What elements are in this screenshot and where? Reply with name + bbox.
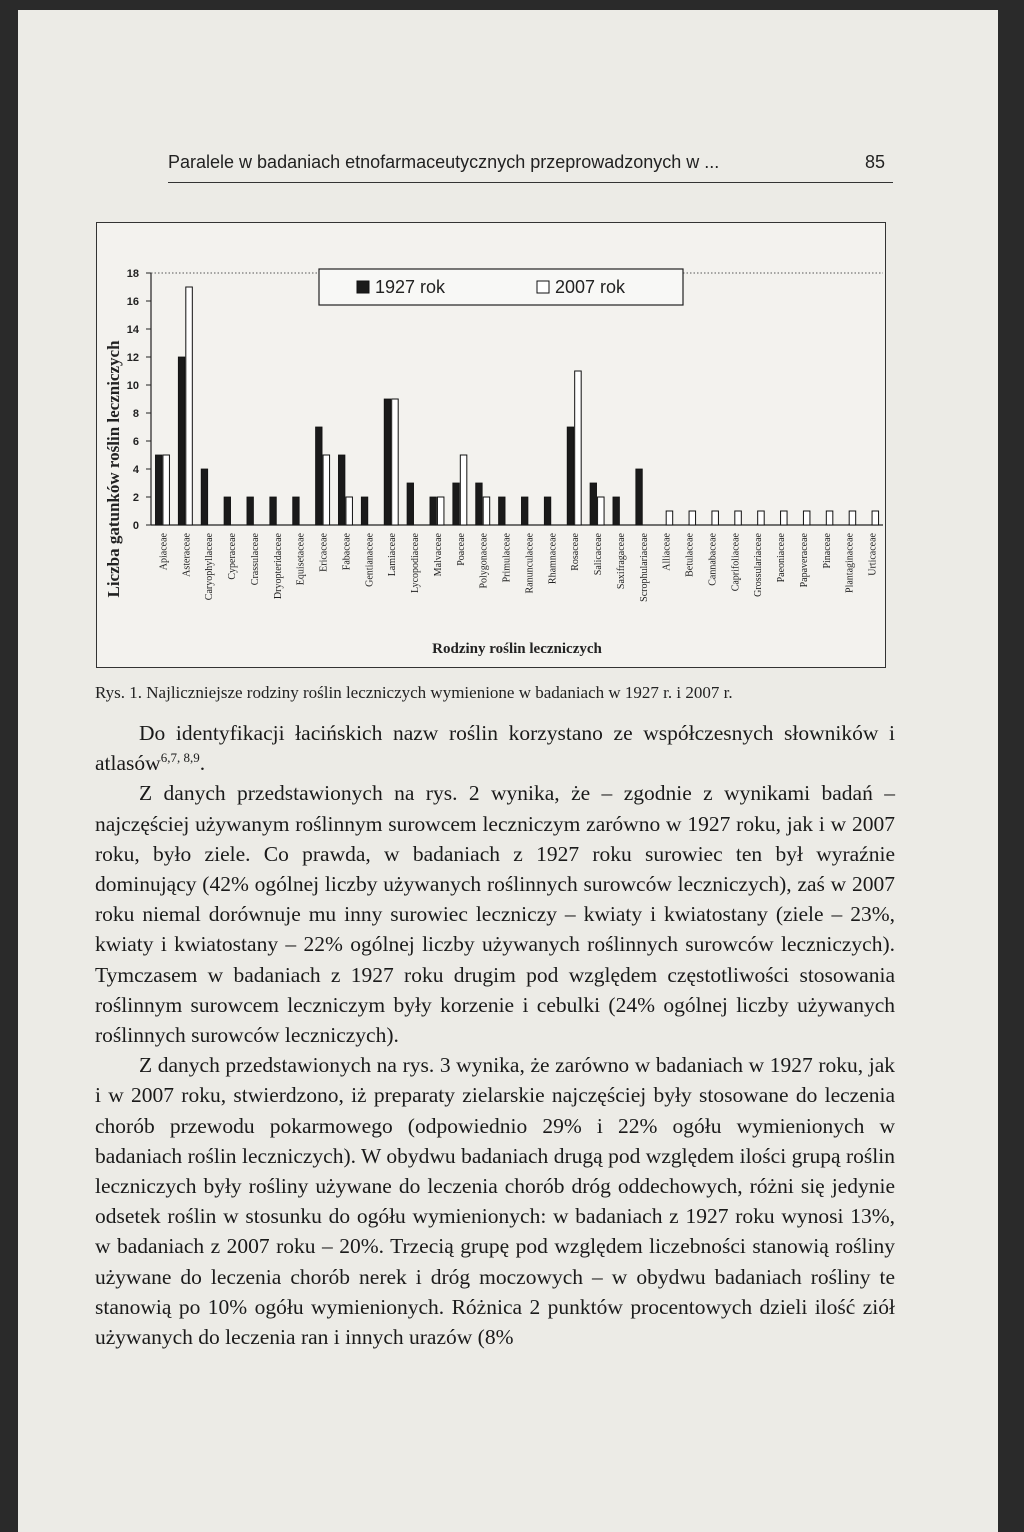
category-label: Malvaceae <box>432 533 444 577</box>
page-number: 85 <box>864 152 885 172</box>
bar-2007-caprifoliaceae <box>735 511 742 525</box>
running-header <box>168 152 893 183</box>
legend-swatch-1927 <box>357 281 369 293</box>
bar-1927-cyperaceae <box>224 497 231 525</box>
category-label: Asteraceae <box>181 533 193 577</box>
y-tick-label: 2 <box>132 492 139 504</box>
category-label: Ranunculaceae <box>524 533 536 594</box>
bar-1927-salicaceae <box>590 483 597 525</box>
legend-label-2007: 2007 rok <box>555 277 626 297</box>
category-label: Cannabaceae <box>707 533 719 586</box>
bar-2007-fabaceae <box>346 497 353 525</box>
category-label: Rhamnaceae <box>547 533 559 585</box>
paragraph-1-end: . <box>199 751 206 776</box>
category-label: Rosaceae <box>570 533 582 571</box>
header-title: Paralele w badaniach etnofarmaceutycznych przeprowadzonych w ... <box>168 152 720 172</box>
y-tick-label: 14 <box>126 324 139 336</box>
bar-2007-plantaginaceae <box>849 511 856 525</box>
bar-2007-asteraceae <box>186 287 193 525</box>
bar-1927-crassulaceae <box>247 497 254 525</box>
category-label: Lycopodiaceae <box>410 533 422 593</box>
bar-1927-gentianaceae <box>361 497 368 525</box>
bar-1927-asteraceae <box>178 357 185 525</box>
bar-1927-rhamnaceae <box>544 497 551 525</box>
bar-1927-equisetaceae <box>293 497 300 525</box>
category-label: Gentianaceae <box>364 533 376 587</box>
bar-2007-ericaceae <box>323 455 330 525</box>
legend-swatch-2007 <box>537 281 549 293</box>
category-label: Grossulariaceae <box>753 533 765 597</box>
figure-bar-chart <box>96 222 886 668</box>
bar-2007-papaveraceae <box>803 511 810 525</box>
legend-box <box>319 269 683 305</box>
bar-2007-malvaceae <box>437 497 444 525</box>
bar-2007-betulaceae <box>689 511 696 525</box>
body-text <box>95 718 895 1352</box>
legend-label-1927: 1927 rok <box>375 277 446 297</box>
category-label: Scrophulariaceae <box>638 533 650 602</box>
bar-1927-caryophyllaceae <box>201 469 208 525</box>
category-label: Salicaceae <box>593 533 605 576</box>
y-tick-label: 8 <box>132 408 139 420</box>
y-tick-label: 6 <box>132 436 139 448</box>
paragraph-1-text: Do identyfikacji łacińskich nazw roślin korzystano ze współczesnych słowników i atlasów <box>95 721 895 776</box>
category-label: Alliaceae <box>661 533 673 571</box>
category-label: Equisetaceae <box>295 533 307 586</box>
paragraph-1 <box>95 718 895 778</box>
figure-caption: Rys. 1. Najliczniejsze rodziny roślin leczniczych wymienione w badaniach w 1927 r. i 2007 r. <box>95 683 733 702</box>
bar-1927-ericaceae <box>316 427 323 525</box>
bar-1927-saxifragaceae <box>613 497 620 525</box>
category-label: Cyperaceae <box>227 533 239 580</box>
category-label: Caprifoliaceae <box>730 533 742 592</box>
category-label: Betulaceae <box>684 533 696 577</box>
category-label: Polygonaceae <box>478 533 490 589</box>
y-tick-label: 16 <box>126 296 139 308</box>
bar-2007-alliaceae <box>666 511 673 525</box>
category-label: Lamiaceae <box>387 533 399 577</box>
category-label: Ericaceae <box>318 533 330 572</box>
category-label: Saxifragaceae <box>615 533 627 590</box>
bar-2007-pinaceae <box>826 511 833 525</box>
citation-superscript: 6,7, 8,9 <box>160 750 200 766</box>
category-label: Primulaceae <box>501 533 513 583</box>
bar-1927-poaceae <box>453 483 460 525</box>
bar-1927-polygonaceae <box>476 483 483 525</box>
bar-2007-poaceae <box>460 455 467 525</box>
bar-1927-ranunculaceae <box>521 497 528 525</box>
paragraph-3: Z danych przedstawionych na rys. 3 wynika, że zarówno w badaniach w 1927 roku, jak i w 2007 roku, stwierdzono, iż preparaty zielarskie najczęściej były stosowane do leczenia chorób przewodu pokarmowego (odpowiednio 29% i 22% ogółu wymienionych w badaniach roślin leczniczych). W obydwu badaniach drugą pod względem ilości grupą roślin leczniczych były rośliny używane do leczenia chorób dróg oddechowych, różni się jedynie odsetek roślin w stosunku do ogółu wymienionych: w badaniach z 1927 roku wynosi 13%, w badaniach z 2007 roku – 20%. Trzecią grupę pod względem liczebności stanowią rośliny używane do leczenia chorób nerek i dróg moczowych – w obydwu badaniach rośliny te stanowią po 10% ogółu wymienionych. Różnica 2 punktów procentowych dzieli ilość ziół używanych do leczenia ran i innych urazów (8% <box>95 1053 895 1350</box>
y-tick-label: 10 <box>126 380 139 392</box>
bar-2007-apiaceae <box>163 455 170 525</box>
bar-1927-apiaceae <box>155 455 162 525</box>
category-label: Urticaceae <box>867 533 879 576</box>
bar-2007-lamiaceae <box>392 399 399 525</box>
paragraph-2: Z danych przedstawionych na rys. 2 wynika, że – zgodnie z wynikami badań – najczęściej używanym roślinnym surowcem leczniczym zarówno w 1927 roku, jak i w 2007 roku, było ziele. Co prawda, w badaniach z 1927 roku surowiec ten był wyraźnie dominujący (42% ogólnej liczby używanych roślinnych surowców leczniczych), zaś w 2007 roku niemal dorównuje mu inny surowiec leczniczy – kwiaty i kwiatostany (ziele – 23%, kwiaty i kwiatostany – 22% ogólnej liczby używanych roślinnych surowców leczniczych). Tymczasem w badaniach z 1927 roku drugim pod względem częstotliwości stosowania roślinnym surowcem leczniczym były korzenie i cebulki (24% ogólnej liczby używanych roślinnych surowców leczniczych). <box>95 781 895 1048</box>
category-label: Fabaceae <box>341 533 353 571</box>
bar-1927-primulaceae <box>499 497 506 525</box>
bar-1927-rosaceae <box>567 427 574 525</box>
y-tick-label: 0 <box>132 520 139 532</box>
category-label: Paeoniaceae <box>776 533 788 583</box>
y-tick-label: 4 <box>132 464 139 476</box>
bar-2007-polygonaceae <box>483 497 490 525</box>
category-label: Dryopteridaceae <box>272 533 284 600</box>
category-label: Apiaceae <box>158 533 170 571</box>
y-tick-label: 12 <box>126 352 139 364</box>
bar-2007-grossulariaceae <box>758 511 765 525</box>
bar-1927-malvaceae <box>430 497 437 525</box>
category-label: Pinaceae <box>821 533 833 569</box>
bar-1927-scrophulariaceae <box>636 469 643 525</box>
bar-2007-urticaceae <box>872 511 879 525</box>
bar-1927-lycopodiaceae <box>407 483 414 525</box>
bar-1927-fabaceae <box>338 455 345 525</box>
bar-2007-salicaceae <box>598 497 605 525</box>
category-label: Plantaginaceae <box>844 533 856 593</box>
bar-2007-paeoniaceae <box>781 511 788 525</box>
bar-chart <box>97 223 885 667</box>
bar-2007-rosaceae <box>575 371 582 525</box>
category-label: Crassulaceae <box>249 533 261 586</box>
x-axis-title: Rodziny roślin leczniczych <box>432 641 602 657</box>
category-label: Poaceae <box>455 533 467 566</box>
book-page <box>18 10 998 1532</box>
bar-1927-dryopteridaceae <box>270 497 277 525</box>
bar-1927-lamiaceae <box>384 399 391 525</box>
y-axis-title: Liczba gatunków roślin leczniczych <box>104 340 123 598</box>
category-label: Caryophyllaceae <box>204 533 216 601</box>
category-label: Papaveraceae <box>798 533 810 588</box>
bar-2007-cannabaceae <box>712 511 719 525</box>
y-tick-label: 18 <box>126 268 139 280</box>
